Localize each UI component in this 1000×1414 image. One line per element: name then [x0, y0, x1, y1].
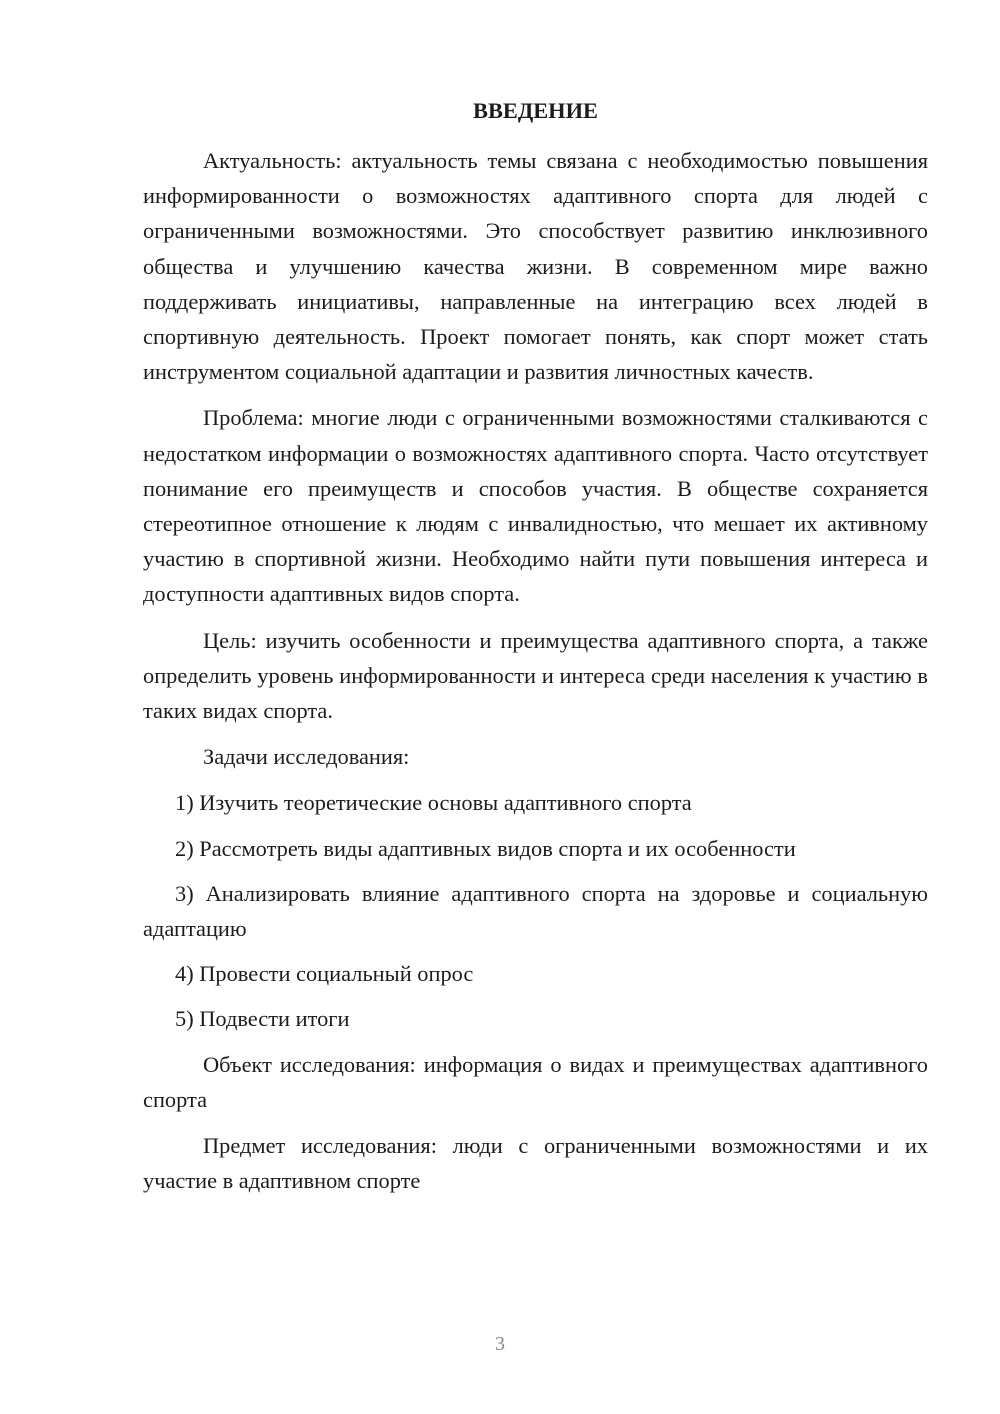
task-item: 1) Изучить теоретические основы адаптивного спорта: [175, 790, 692, 816]
paragraph-goal: Цель: изучить особенности и преимущества адаптивного спорта, а также определить уровень информированности и интереса среди населения к участию в таких видах спорта.: [143, 627, 928, 724]
tasks-heading: Задачи исследования:: [203, 744, 410, 770]
page-number: 3: [495, 1333, 505, 1355]
paragraph-subject: Предмет исследования: люди с ограниченными возможностями и их участие в адаптивном спорте: [143, 1133, 928, 1194]
task-item: 3) Анализировать влияние адаптивного спорта на здоровье и социальную адаптацию: [143, 880, 928, 942]
task-item: 4) Провести социальный опрос: [175, 961, 474, 987]
paragraph-relevance: Актуальность: актуальность темы связана с необходимостью повышения информированности о возможностях адаптивного спорта для людей с ограниченными возможностями. Это способствует развитию инклюзивного общества и улучшению качества жизни. В современном мире важно поддерживать инициативы, направленные на интеграцию всех людей в спортивную деятельность. Проект помогает понять, как спорт может стать инструментом социальной адаптации и развития личностных качеств.: [143, 148, 928, 385]
document-body: [143, 143, 928, 1209]
task-item: 5) Подвести итоги: [175, 1006, 350, 1032]
paragraph-problem: Проблема: многие люди с ограниченными возможностями сталкиваются с недостатком информации о возможностях адаптивного спорта. Часто отсутствует понимание его преимуществ и способов участия. В обществе сохраняется стереотипное отношение к людям с инвалидностью, что мешает их активному участию в спортивной жизни. Необходимо найти пути повышения интереса и доступности адаптивных видов спорта.: [143, 405, 928, 607]
task-item: 2) Рассмотреть виды адаптивных видов спорта и их особенности: [175, 835, 796, 861]
page-title: ВВЕДЕНИЕ: [473, 98, 598, 123]
paragraph-object: Объект исследования: информация о видах и преимуществах адаптивного спорта: [143, 1051, 928, 1112]
